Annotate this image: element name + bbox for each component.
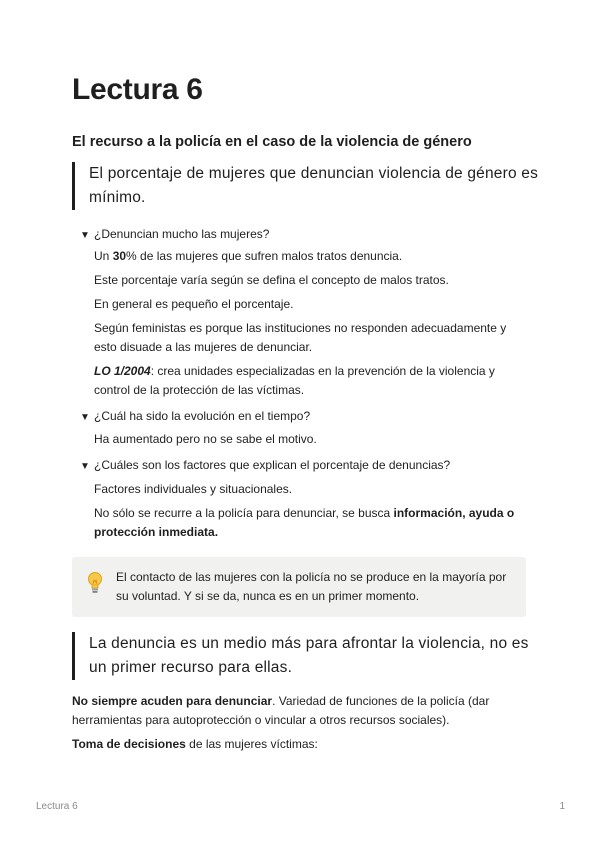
lightbulb-icon xyxy=(86,571,104,595)
section-heading: El recurso a la policía en el caso de la violencia de género xyxy=(72,134,472,150)
paragraph: No sólo se recurre a la policía para denunciar, se busca información, ayuda o protección inmediata. xyxy=(94,506,515,539)
toggle-label: ¿Cuál ha sido la evolución en el tiempo? xyxy=(94,409,311,423)
paragraph: Ha aumentado pero no se sabe el motivo. xyxy=(94,432,317,446)
triangle-down-icon[interactable]: ▼ xyxy=(80,412,90,423)
triangle-down-icon[interactable]: ▼ xyxy=(80,230,90,241)
toggle-evolucion[interactable] xyxy=(80,408,310,426)
paragraph: No siempre acuden para denunciar. Variedad de funciones de la policía (dar herramientas para autoprotección o vincular a otros recursos sociales). xyxy=(72,694,490,727)
callout-box xyxy=(72,557,526,617)
footer-title: Lectura 6 xyxy=(36,801,78,812)
paragraph: Según feministas es porque las instituciones no responden adecuadamente y esto disuade a las mujeres de denunciar. xyxy=(94,321,507,354)
paragraph: Toma de decisiones de las mujeres víctimas: xyxy=(72,737,318,751)
page-number: 1 xyxy=(559,801,565,812)
paragraph: En general es pequeño el porcentaje. xyxy=(94,297,294,311)
toggle-label: ¿Cuáles son los factores que explican el porcentaje de denuncias? xyxy=(94,458,451,472)
toggle-denuncian[interactable] xyxy=(80,226,269,244)
toggle-label: ¿Denuncian mucho las mujeres? xyxy=(94,227,270,241)
callout-text: El contacto de las mujeres con la policía no se produce en la mayoría por su voluntad. Y si se da, nunca es en un primer momento. xyxy=(116,570,507,603)
paragraph: Factores individuales y situacionales. xyxy=(94,482,293,496)
toggle-factores[interactable] xyxy=(80,457,450,475)
quote-block: La denuncia es un medio más para afrontar la violencia, no es un primer recurso para ellas. xyxy=(72,632,539,680)
triangle-down-icon[interactable]: ▼ xyxy=(80,461,90,472)
page-title: Lectura 6 xyxy=(72,73,203,106)
quote-block: El porcentaje de mujeres que denuncian violencia de género es mínimo. xyxy=(72,162,539,210)
paragraph: Este porcentaje varía según se defina el concepto de malos tratos. xyxy=(94,273,449,287)
paragraph: Un 30% de las mujeres que sufren malos tratos denuncia. xyxy=(94,249,403,263)
paragraph: LO 1/2004: crea unidades especializadas en la prevención de la violencia y control de la protección de las víctimas. xyxy=(94,364,495,397)
